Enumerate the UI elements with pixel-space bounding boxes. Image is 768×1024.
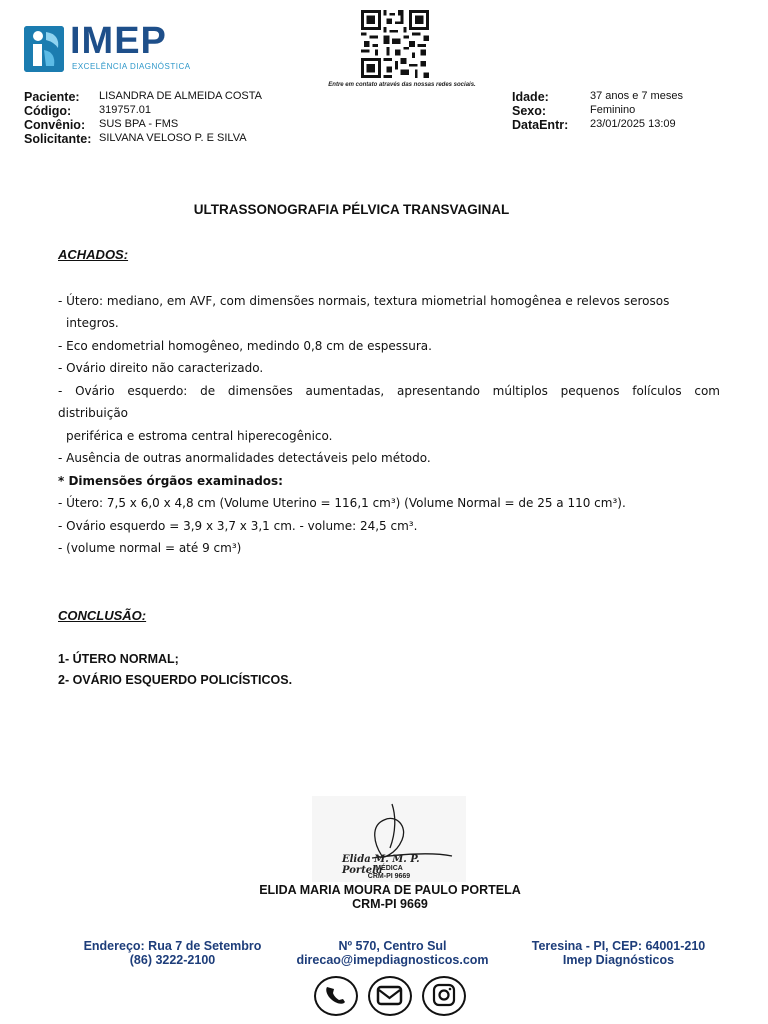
finding-line: - Útero: mediano, em AVF, com dimensões normais, textura miometrial homogênea e relevos serosos: [58, 294, 670, 308]
signature-stamp-crm: CRM-PI 9669: [367, 873, 411, 880]
patient-code-label: Código:: [24, 104, 72, 118]
footer-city: [506, 939, 731, 967]
finding-line: - Ausência de outras anormalidades detectáveis pelo método.: [58, 451, 431, 465]
report-title: ULTRASSONOGRAFIA PÉLVICA TRANSVAGINAL: [193, 202, 510, 217]
conclusion-heading: CONCLUSÃO:: [58, 608, 147, 623]
finding-line: - (volume normal = até 9 cm³): [58, 541, 242, 555]
finding-line: - Ovário esquerdo: de dimensões aumentadas, apresentando múltiplos pequenos folículos com: [58, 384, 720, 398]
patient-age-value: 37 anos e 7 meses: [590, 90, 683, 102]
findings-heading: ACHADOS:: [58, 247, 129, 262]
patient-name-label: Paciente:: [24, 90, 80, 104]
finding-line: integros.: [66, 316, 119, 330]
mail-icon[interactable]: [368, 976, 412, 1016]
finding-line: - Útero: 7,5 x 6,0 x 4,8 cm (Volume Uterino = 116,1 cm³) (Volume Normal = de 25 a 110 cm³).: [58, 496, 626, 510]
conclusion-item: 1- ÚTERO NORMAL;: [58, 652, 179, 666]
footer-phone: (86) 3222-2100: [129, 953, 216, 967]
imep-tagline: EXCELÊNCIA DIAGNÓSTICA: [72, 62, 191, 71]
footer-city-line: Teresina - PI, CEP: 64001-210: [531, 939, 706, 953]
patient-sex-label: Sexo:: [512, 104, 547, 118]
signature-stamp-role: MÉDICA: [375, 865, 403, 872]
footer-company: Imep Diagnósticos: [562, 953, 675, 967]
imep-logo: [24, 20, 204, 74]
footer-number-line: Nº 570, Centro Sul: [338, 939, 447, 953]
dimensions-heading: * Dimensões órgãos examinados:: [58, 474, 283, 488]
patient-insurance-label: Convênio:: [24, 118, 86, 132]
footer-contact: [280, 939, 505, 967]
patient-requester-label: Solicitante:: [24, 132, 92, 146]
qr-caption: Entre em contato através das nossas redes sociais.: [328, 82, 476, 88]
footer-email[interactable]: direcao@imepdiagnosticos.com: [296, 953, 489, 967]
finding-line: periférica e estroma central hiperecogênico.: [66, 429, 333, 443]
patient-age-label: Idade:: [512, 90, 549, 104]
finding-line: - Ovário esquerdo = 3,9 x 3,7 x 3,1 cm. - volume: 24,5 cm³.: [58, 519, 418, 533]
patient-entry-date-label: DataEntr:: [512, 118, 569, 132]
imep-logo-mark-icon: [24, 26, 64, 72]
patient-entry-date-value: 23/01/2025 13:09: [590, 118, 676, 130]
imep-brand-text: IMEP: [70, 20, 167, 62]
finding-line: - Ovário direito não caracterizado.: [58, 361, 264, 375]
qr-code[interactable]: [359, 10, 431, 78]
signature-block: [312, 796, 466, 882]
footer-address-line: Endereço: Rua 7 de Setembro: [83, 939, 262, 953]
patient-insurance-value: SUS BPA - FMS: [99, 118, 179, 130]
patient-requester-value: SILVANA VELOSO P. E SILVA: [99, 132, 247, 144]
patient-name-value: LISANDRA DE ALMEIDA COSTA: [99, 90, 263, 102]
conclusion-item: 2- OVÁRIO ESQUERDO POLICÍSTICOS.: [58, 673, 293, 687]
finding-line: - Eco endometrial homogêneo, medindo 0,8 cm de espessura.: [58, 339, 432, 353]
doctor-printed-name: ELIDA MARIA MOURA DE PAULO PORTELA: [259, 883, 521, 897]
signature-handwritten-name: Elida M. M. P. Portela: [342, 854, 420, 876]
footer-address: [60, 939, 285, 967]
patient-sex-value: Feminino: [590, 104, 636, 116]
whatsapp-icon[interactable]: [314, 976, 358, 1016]
doctor-printed-crm: CRM-PI 9669: [352, 897, 428, 911]
finding-line: distribuição: [58, 406, 129, 420]
patient-code-value: 319757.01: [99, 104, 151, 116]
instagram-icon[interactable]: [422, 976, 466, 1016]
